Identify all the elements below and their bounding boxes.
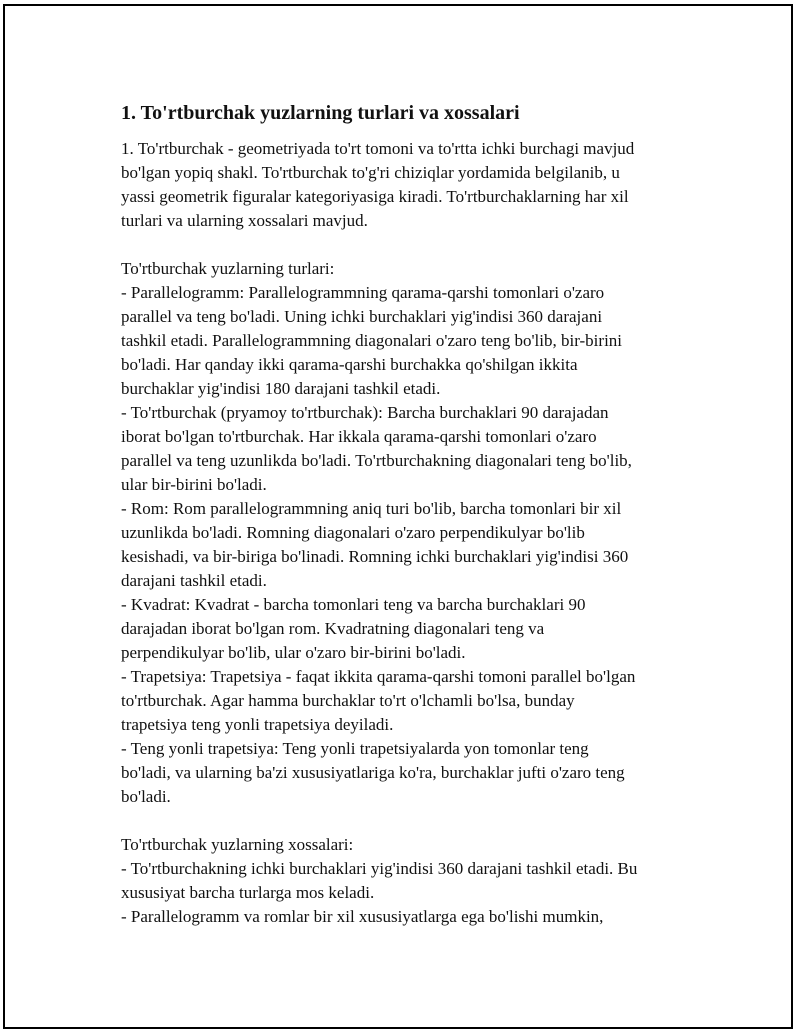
text-line: ular bir-birini bo'ladi. [121, 475, 267, 494]
document-text [121, 137, 721, 929]
text-line: bo'lgan yopiq shakl. To'rtburchak to'g'ri chiziqlar yordamida belgilanib, u [121, 163, 620, 182]
text-line: xususiyat barcha turlarga mos keladi. [121, 883, 375, 902]
text-line: to'rtburchak. Agar hamma burchaklar to'rt o'lchamli bo'lsa, bunday [121, 691, 575, 710]
blank-line [121, 233, 721, 257]
section-heading-properties: To'rtburchak yuzlarning xossalari: [121, 835, 354, 854]
text-line: - To'rtburchak (pryamoy to'rtburchak): Barcha burchaklari 90 darajadan [121, 403, 609, 422]
text-line: parallel va teng uzunlikda bo'ladi. To'rtburchakning diagonalari teng bo'lib, [121, 451, 632, 470]
text-line: darajadan iborat bo'lgan rom. Kvadratning diagonalari teng va [121, 619, 545, 638]
text-line: darajani tashkil etadi. [121, 571, 267, 590]
text-line: - Parallelogramm: Parallelogrammning qarama-qarshi tomonlari o'zaro [121, 283, 605, 302]
text-line: parallel va teng bo'ladi. Uning ichki burchaklari yig'indisi 360 darajani [121, 307, 603, 326]
text-line: - To'rtburchakning ichki burchaklari yig'indisi 360 darajani tashkil etadi. Bu [121, 859, 638, 878]
text-line: uzunlikda bo'ladi. Romning diagonalari o'zaro perpendikulyar bo'lib [121, 523, 585, 542]
text-line: bo'ladi, va ularning ba'zi xususiyatlariga ko'ra, burchaklar jufti o'zaro teng [121, 763, 625, 782]
text-line: - Teng yonli trapetsiya: Teng yonli trapetsiyalarda yon tomonlar teng [121, 739, 589, 758]
text-line: - Rom: Rom parallelogrammning aniq turi bo'lib, barcha tomonlari bir xil [121, 499, 622, 518]
text-line: - Parallelogramm va romlar bir xil xususiyatlarga ega bo'lishi mumkin, [121, 907, 604, 926]
text-line: perpendikulyar bo'lib, ular o'zaro bir-birini bo'ladi. [121, 643, 466, 662]
text-line: turlari va ularning xossalari mavjud. [121, 211, 368, 230]
blank-line [121, 809, 721, 833]
text-line: kesishadi, va bir-biriga bo'linadi. Romning ichki burchaklari yig'indisi 360 [121, 547, 629, 566]
text-line: yassi geometrik figuralar kategoriyasiga kiradi. To'rtburchaklarning har xil [121, 187, 629, 206]
text-line: iborat bo'lgan to'rtburchak. Har ikkala qarama-qarshi tomonlari o'zaro [121, 427, 597, 446]
text-line: trapetsiya teng yonli trapetsiya deyiladi. [121, 715, 394, 734]
text-line: bo'ladi. Har qanday ikki qarama-qarshi burchakka qo'shilgan ikkita [121, 355, 578, 374]
text-line: tashkil etadi. Parallelogrammning diagonalari o'zaro teng bo'lib, bir-birini [121, 331, 623, 350]
text-line: - Kvadrat: Kvadrat - barcha tomonlari teng va barcha burchaklari 90 [121, 595, 586, 614]
text-line: bo'ladi. [121, 787, 171, 806]
text-line: - Trapetsiya: Trapetsiya - faqat ikkita qarama-qarshi tomoni parallel bo'lgan [121, 667, 636, 686]
section-heading-types: To'rtburchak yuzlarning turlari: [121, 259, 335, 278]
document-body [121, 99, 721, 929]
page-frame [3, 4, 793, 1029]
document-title: 1. To'rtburchak yuzlarning turlari va xossalari [121, 102, 520, 124]
text-line: 1. To'rtburchak - geometriyada to'rt tomoni va to'rtta ichki burchagi mavjud [121, 139, 635, 158]
text-line: burchaklar yig'indisi 180 darajani tashkil etadi. [121, 379, 441, 398]
